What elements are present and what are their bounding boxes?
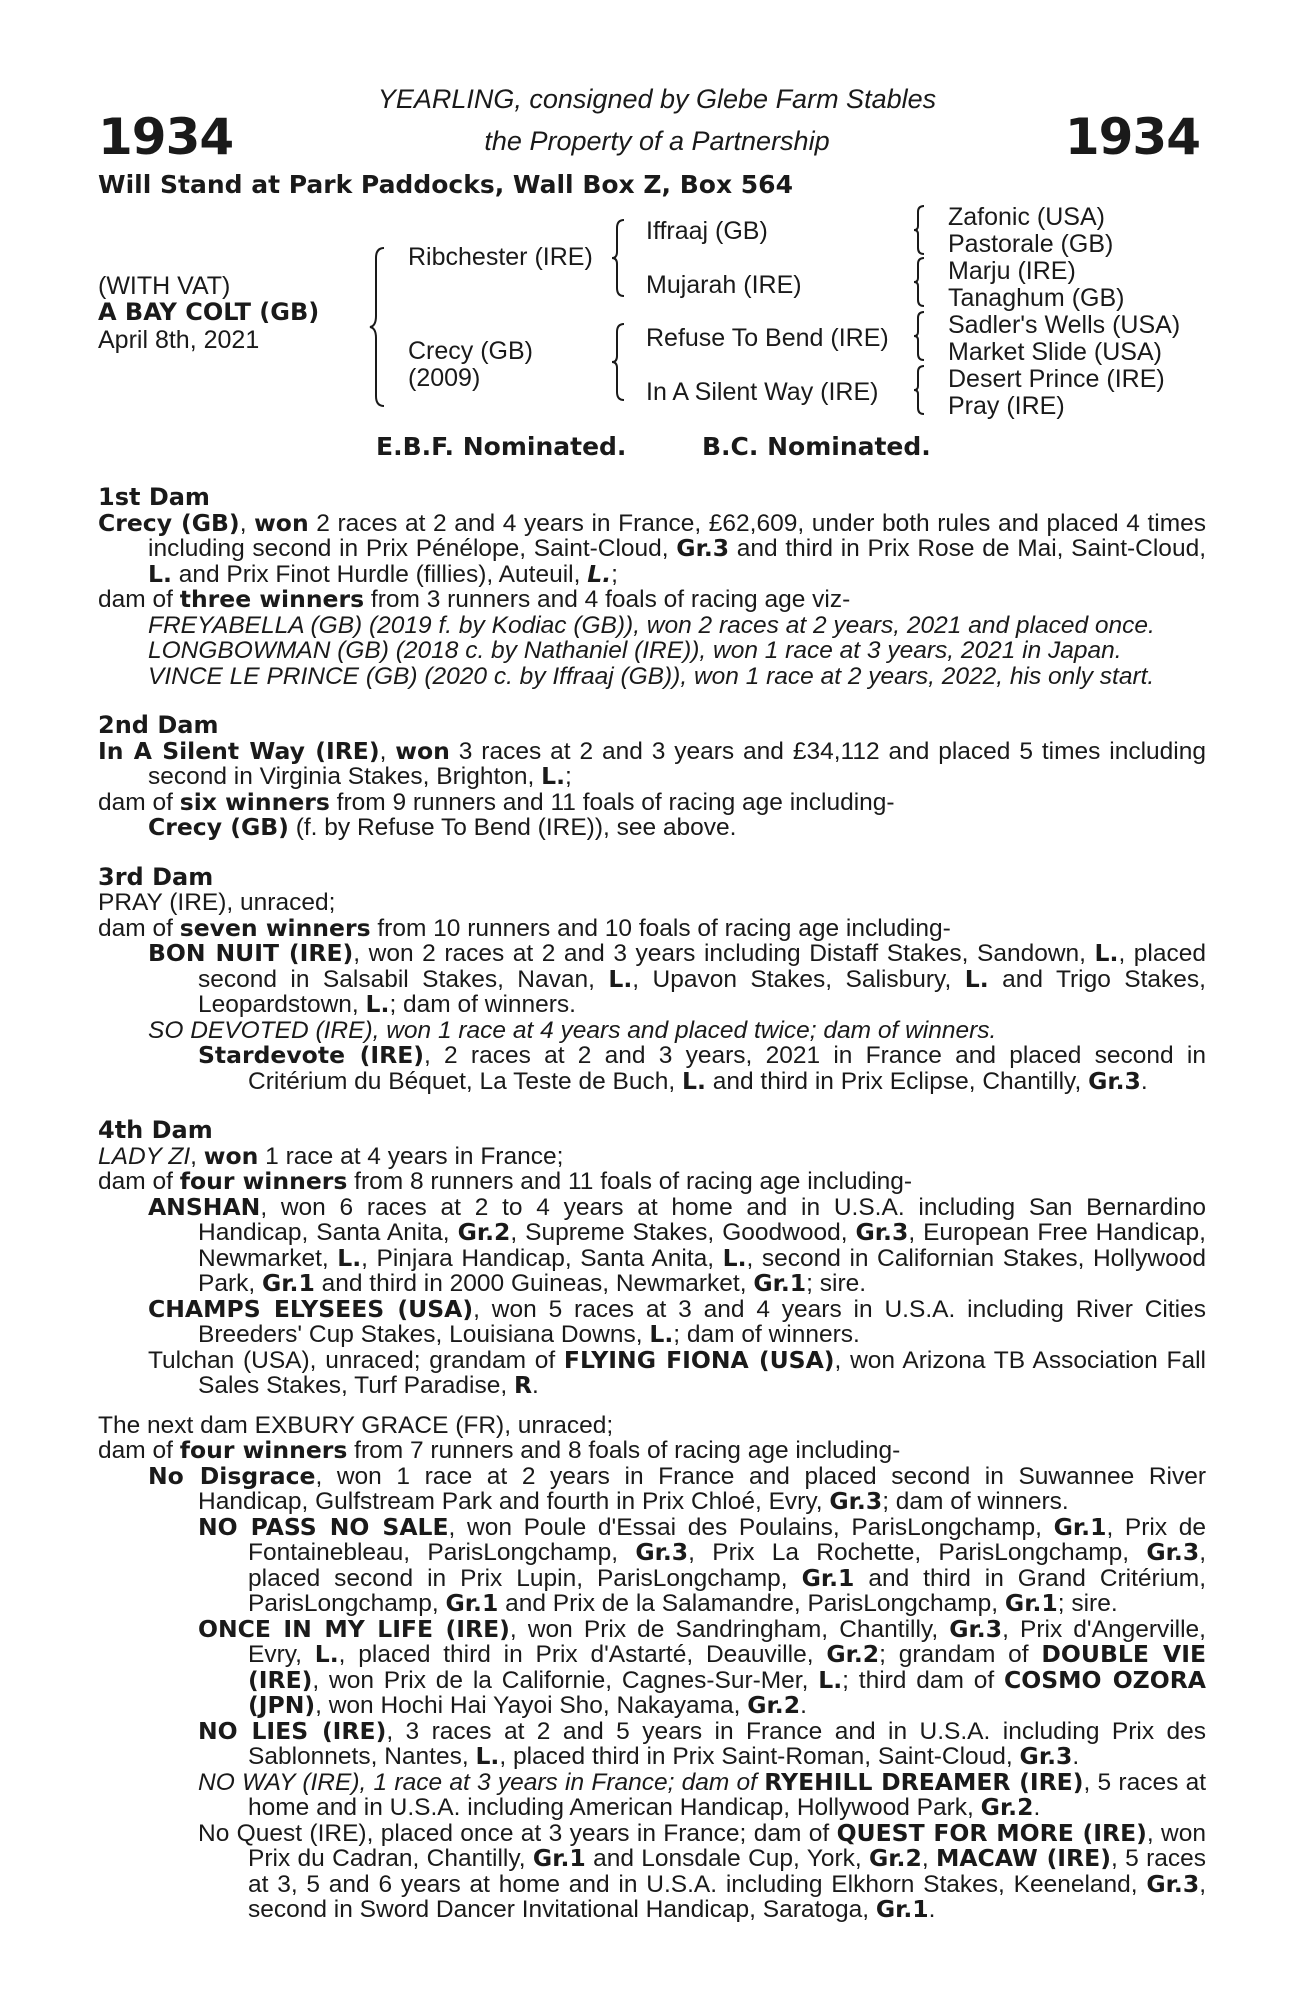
- gg-7: Desert Prince (IRE): [948, 365, 1165, 393]
- third-dam-record: PRAY (IRE), unraced;: [98, 889, 336, 916]
- pedigree-brace-dam: [610, 322, 628, 402]
- fourth-dam-record: LADY ZI, won 1 race at 4 years in France;: [98, 1141, 564, 1170]
- produce-no-quest: No Quest (IRE), placed once at 3 years in France; dam of QUEST FOR MORE (IRE), won Prix du Cadran, Chantilly, Gr.1 and Lonsdale Cup, York, Gr.2, MACAW (IRE), 5 races at 3, 5 and 6 years at home and in U.S.A. including Elkhorn Stakes, Keeneland, Gr.3, second in Sword Dancer Invitational Handicap, Saratoga, Gr.1.: [198, 1818, 1206, 1923]
- produce-vince-le-prince: VINCE LE PRINCE (GB) (2020 c. by Iffraaj (GB)), won 1 race at 2 years, 2022, his only start.: [148, 662, 1155, 690]
- gg-2: Pastorale (GB): [948, 230, 1114, 258]
- second-dam-produce-summary: dam of six winners from 9 runners and 11 foals of racing age including-: [98, 787, 895, 816]
- second-dam-record: In A Silent Way (IRE), won 3 races at 2 and 3 years and £34,112 and placed 5 times including second in Virginia Stakes, Brighton, L.;: [98, 736, 1206, 790]
- produce-no-lies: NO LIES (IRE), 3 races at 2 and 5 years in France and in U.S.A. including Prix des Sablonnets, Nantes, L., placed third in Prix Saint-Roman, Saint-Cloud, Gr.3.: [198, 1716, 1207, 1770]
- first-dam-record: Crecy (GB), won 2 races at 2 and 4 years in France, £62,609, under both rules and placed 4 times including second in Prix Pénélope, Saint-Cloud, Gr.3 and third in Prix Rose de Mai, Saint-Cloud, L. and Prix Finot Hurdle (fillies), Auteuil, L.;: [98, 508, 1206, 588]
- gg-3: Marju (IRE): [948, 257, 1076, 285]
- produce-champs-elysees: CHAMPS ELYSEES (USA), won 5 races at 3 and 4 years in U.S.A. including River Cities Breeders' Cup Stakes, Louisiana Downs, L.; dam of winners.: [148, 1294, 1206, 1348]
- fourth-dam-produce-summary: dam of four winners from 8 runners and 11 foals of racing age including-: [98, 1167, 913, 1195]
- next-dam-produce-summary: dam of four winners from 7 runners and 8 foals of racing age including-: [98, 1436, 901, 1464]
- produce-anshan: ANSHAN, won 6 races at 2 to 4 years at home and in U.S.A. including San Bernardino Handicap, Santa Anita, Gr.2, Supreme Stakes, Goodwood, Gr.3, European Free Handicap, Newmarket, L., Pinjara Handicap, Santa Anita, L., second in Californian Stakes, Hollywood Park, Gr.1 and third in 2000 Guineas, Newmarket, Gr.1; sire.: [148, 1192, 1207, 1297]
- gg-1: Zafonic (USA): [948, 203, 1105, 231]
- won-label: won: [254, 508, 309, 537]
- produce-crecy: Crecy (GB) (f. by Refuse To Bend (IRE)), see above.: [148, 813, 737, 841]
- dam-sire: Refuse To Bend (IRE): [646, 324, 889, 352]
- produce-no-pass-no-sale: NO PASS NO SALE, won Poule d'Essai des Poulains, ParisLongchamp, Gr.1, Prix de Fontainebleau, ParisLongchamp, Gr.3, Prix La Rochette, ParisLongchamp, Gr.3, placed second in Prix Lupin, ParisLongchamp, Gr.1 and third in Grand Critérium, ParisLongchamp, Gr.1 and Prix de la Salamandre, ParisLongchamp, Gr.1; sire.: [198, 1512, 1206, 1617]
- produce-once-in-my-life: ONCE IN MY LIFE (IRE), won Prix de Sandringham, Chantilly, Gr.3, Prix d'Angerville, Evry, L., placed third in Prix d'Astarté, Deauville, Gr.2; grandam of DOUBLE VIE (IRE), won Prix de la Californie, Cagnes-Sur-Mer, L.; third dam of COSMO OZORA (JPN), won Hochi Hai Yayoi Sho, Nakayama, Gr.2.: [198, 1614, 1207, 1719]
- sire-sire: Iffraaj (GB): [646, 217, 768, 245]
- next-dam-record: The next dam EXBURY GRACE (FR), unraced;: [98, 1411, 614, 1439]
- pedigree-brace-main: [368, 246, 388, 408]
- pedigree-brace-g1: [912, 204, 928, 256]
- pedigree-brace-sire: [610, 218, 628, 298]
- lot-number-left: 1934: [98, 108, 234, 166]
- property-line: the Property of a Partnership: [484, 126, 830, 156]
- fourth-dam-heading: 4th Dam: [98, 1116, 213, 1144]
- produce-no-disgrace: No Disgrace, won 1 race at 2 years in France and placed second in Suwannee River Handicap, Gulfstream Park and fourth in Prix Chloé, Evry, Gr.3; dam of winners.: [148, 1461, 1206, 1515]
- gg-5: Sadler's Wells (USA): [948, 311, 1181, 339]
- produce-stardevote: Stardevote (IRE), 2 races at 2 and 3 years, 2021 in France and placed second in Critérium du Béquet, La Teste de Buch, L. and third in Prix Eclipse, Chantilly, Gr.3.: [198, 1041, 1206, 1095]
- vat-note: (WITH VAT): [98, 272, 231, 300]
- sire: Ribchester (IRE): [408, 243, 593, 271]
- pedigree-brace-g4: [912, 364, 928, 416]
- dam: Crecy (GB): [408, 337, 533, 365]
- gg-8: Pray (IRE): [948, 392, 1065, 420]
- pedigree-brace-g3: [912, 310, 928, 362]
- third-dam-heading: 3rd Dam: [98, 862, 214, 891]
- sire-dam: Mujarah (IRE): [646, 271, 802, 299]
- produce-longbowman: LONGBOWMAN (GB) (2018 c. by Nathaniel (IRE)), won 1 race at 3 years, 2021 in Japan.: [148, 637, 1122, 664]
- consignor-line: YEARLING, consigned by Glebe Farm Stables: [377, 84, 937, 114]
- ebf-nomination: E.B.F. Nominated.: [376, 432, 627, 461]
- dam-year: (2009): [408, 364, 481, 392]
- catalogue-body: [98, 485, 1206, 1923]
- gg-4: Tanaghum (GB): [948, 284, 1125, 312]
- dam-dam: In A Silent Way (IRE): [646, 378, 879, 406]
- stand-location: Will Stand at Park Paddocks, Wall Box Z, Box 564: [98, 170, 793, 199]
- horse-name: A BAY COLT (GB): [98, 298, 320, 326]
- produce-so-devoted: SO DEVOTED (IRE), won 1 race at 4 years and placed twice; dam of winners.: [148, 1016, 997, 1044]
- produce-tulchan: Tulchan (USA), unraced; grandam of FLYING FIONA (USA), won Arizona TB Association Fall Sales Stakes, Turf Paradise, R.: [148, 1345, 1206, 1399]
- first-dam-produce-summary: dam of three winners from 3 runners and 4 foals of racing age viz-: [98, 585, 851, 613]
- gg-6: Market Slide (USA): [948, 338, 1162, 366]
- foaling-date: April 8th, 2021: [98, 326, 260, 354]
- third-dam-produce-summary: dam of seven winners from 10 runners and 10 foals of racing age including-: [98, 913, 951, 942]
- first-dam-heading: 1st Dam: [98, 483, 210, 511]
- bc-nomination: B.C. Nominated.: [702, 432, 931, 461]
- second-dam-heading: 2nd Dam: [98, 711, 219, 739]
- produce-freyabella: FREYABELLA (GB) (2019 f. by Kodiac (GB)), won 2 races at 2 years, 2021 and placed once.: [148, 611, 1155, 639]
- lot-number-right: 1934: [1064, 108, 1200, 166]
- dam-name: Crecy (GB): [98, 508, 240, 537]
- produce-bon-nuit: BON NUIT (IRE), won 2 races at 2 and 3 years including Distaff Stakes, Sandown, L., placed second in Salsabil Stakes, Navan, L., Upavon Stakes, Salisbury, L. and Trigo Stakes, Leopardstown, L.; dam of winners.: [148, 939, 1206, 1018]
- pedigree-brace-g2: [912, 256, 928, 308]
- produce-no-way: NO WAY (IRE), 1 race at 3 years in France; dam of RYEHILL DREAMER (IRE), 5 races at home and in U.S.A. including American Handicap, Hollywood Park, Gr.2.: [198, 1767, 1206, 1821]
